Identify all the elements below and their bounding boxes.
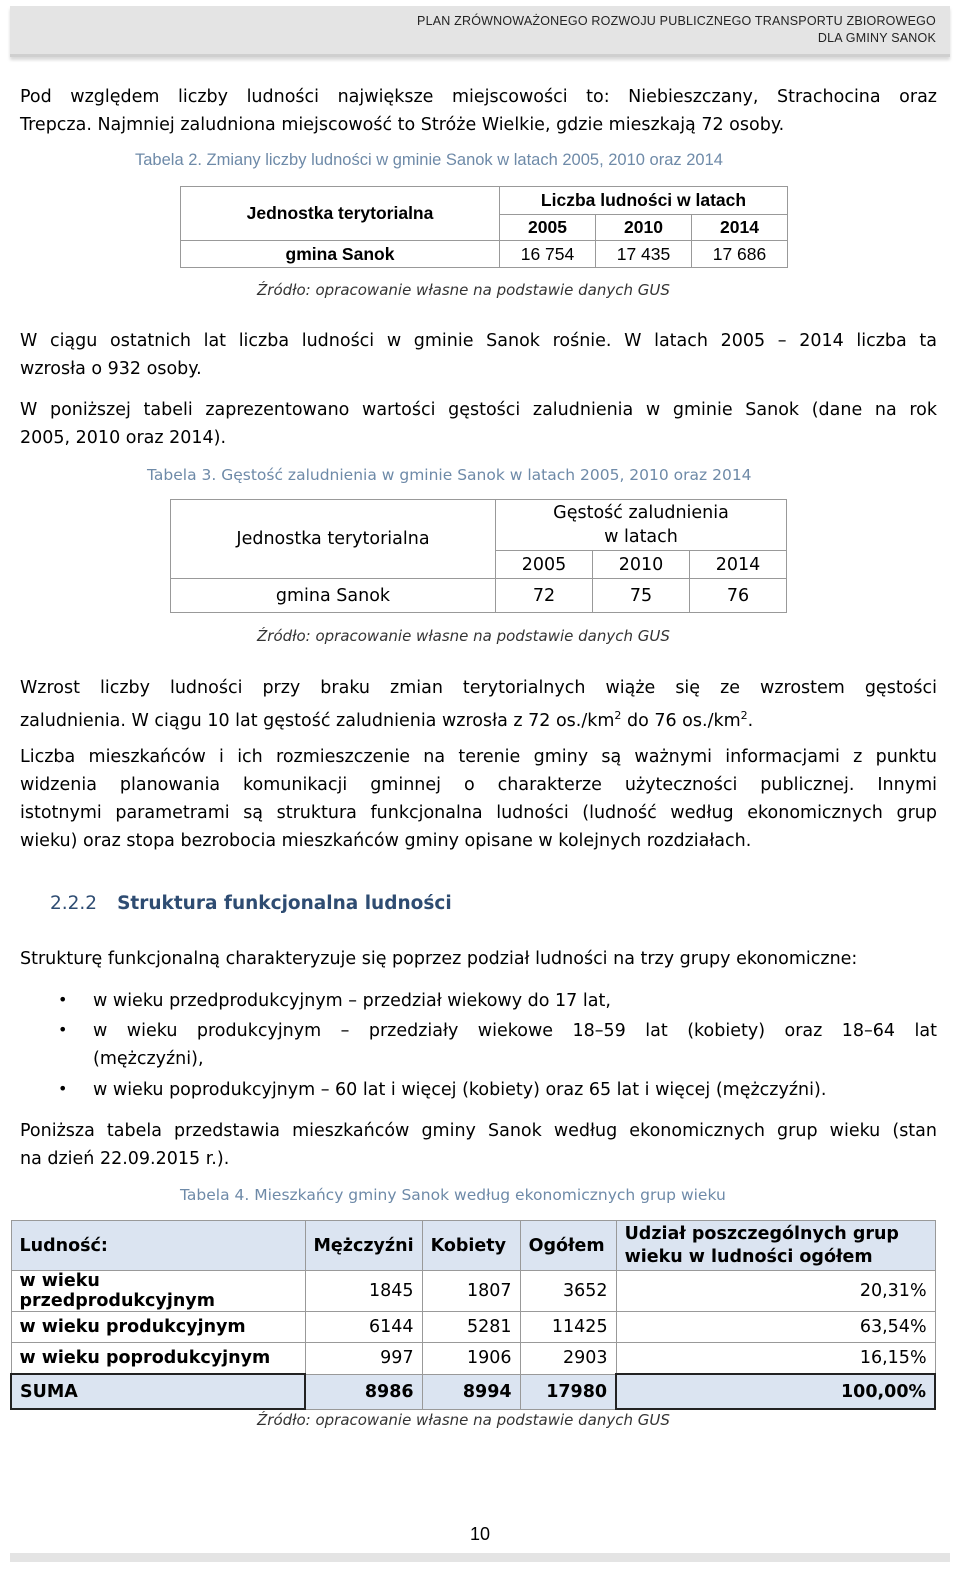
- paragraph-largest-localities: [20, 83, 937, 139]
- table2-header-group: Liczba ludności w latach: [500, 187, 788, 215]
- table3-caption: Tabela 3. Gęstość zaludnienia w gminie Sanok w latach 2005, 2010 oraz 2014: [147, 466, 752, 484]
- table4-sum-cell: 100,00%: [616, 1374, 935, 1409]
- table4-header: Mężczyźni: [305, 1221, 422, 1271]
- paragraph-line: W ciągu ostatnich lat liczba ludności w gminie Sanok rośnie. W latach 2005 – 2014 liczba ta: [20, 331, 937, 351]
- table3-value: 72: [496, 579, 593, 613]
- table-row: [11, 1312, 935, 1343]
- paragraph-line: na dzień 22.09.2015 r.).: [20, 1149, 230, 1169]
- paragraph-line: wzrosła o 932 osoby.: [20, 359, 202, 379]
- table4-cell: 16,15%: [616, 1343, 935, 1375]
- document-title-line2: DLA GMINY SANOK: [817, 31, 936, 45]
- age-groups-table: [10, 1220, 936, 1410]
- table4-cell: 997: [305, 1343, 422, 1375]
- document-title-line1: PLAN ZRÓWNOWAŻONEGO ROZWOJU PUBLICZNEGO TRANSPORTU ZBIOROWEGO: [417, 14, 936, 28]
- table2-caption: Tabela 2. Zmiany liczby ludności w gminie Sanok w latach 2005, 2010 oraz 2014: [135, 151, 723, 169]
- table4-cell: 1906: [422, 1343, 520, 1375]
- table4-cell: 2903: [520, 1343, 616, 1375]
- table4-header: Ogółem: [520, 1221, 616, 1271]
- paragraph-density-growth: [20, 674, 937, 735]
- table4-caption: Tabela 4. Mieszkańcy gminy Sanok według ekonomicznych grup wieku: [180, 1186, 726, 1204]
- table2-source: Źródło: opracowanie własne na podstawie danych GUS: [257, 281, 670, 299]
- table-row: [11, 1271, 935, 1312]
- paragraph-table4-intro: [20, 1117, 937, 1173]
- section-title: Struktura funkcjonalna ludności: [117, 893, 452, 914]
- table4-cell: 20,31%: [616, 1271, 935, 1312]
- population-table: [180, 186, 788, 268]
- paragraph-line: [20, 702, 937, 735]
- table4-row-label: w wieku poprodukcyjnym: [11, 1343, 305, 1375]
- table4-sum-cell: 8994: [422, 1374, 520, 1409]
- table3-header-unit: Jednostka terytorialna: [171, 500, 496, 579]
- text-segment: do 76 os./km: [621, 710, 741, 731]
- table3-header-line: Gęstość zaludnienia: [553, 503, 729, 523]
- paragraph-line: 2005, 2010 oraz 2014).: [20, 428, 227, 448]
- paragraph-functional-structure: [20, 945, 937, 973]
- table2-value: 16 754: [500, 241, 596, 268]
- table4-cell: 11425: [520, 1312, 616, 1343]
- table4-row-label: w wieku przedprodukcyjnym: [11, 1271, 305, 1312]
- list-item-line: w wieku produkcyjnym – przedziały wiekowe 18–59 lat (kobiety) oraz 18–64 lat: [93, 1021, 937, 1041]
- list-item: [93, 1017, 937, 1073]
- table4-source: Źródło: opracowanie własne na podstawie danych GUS: [257, 1411, 670, 1429]
- table2-row-label: gmina Sanok: [181, 241, 500, 268]
- page-number: 10: [469, 1524, 491, 1544]
- table3-row-label: gmina Sanok: [171, 579, 496, 613]
- table4-header: Kobiety: [422, 1221, 520, 1271]
- table4-header-line: Udział poszczególnych grup: [624, 1223, 899, 1244]
- table4-header: [616, 1221, 935, 1271]
- table2-year: 2005: [500, 215, 596, 241]
- paragraph-line: Trepcza. Najmniej zaludniona miejscowość to Stróże Wielkie, gdzie mieszkają 72 osoby.: [20, 115, 785, 135]
- bullet-icon: •: [58, 1020, 68, 1039]
- table2-value: 17 686: [692, 241, 788, 268]
- table4-cell: 6144: [305, 1312, 422, 1343]
- table3-header-group: [496, 500, 787, 551]
- paragraph-line: Strukturę funkcjonalną charakteryzuje się poprzez podział ludności na trzy grupy ekonomiczne:: [20, 949, 858, 969]
- table4-cell: 1807: [422, 1271, 520, 1312]
- paragraph-density-intro: [20, 396, 937, 452]
- text-segment: zaludnienia. W ciągu 10 lat gęstość zaludnienia wzrosła z 72 os./km: [20, 710, 615, 731]
- list-item: w wieku poprodukcyjnym – 60 lat i więcej (kobiety) oraz 65 lat i więcej (mężczyźni).: [93, 1080, 827, 1100]
- table4-cell: 63,54%: [616, 1312, 935, 1343]
- table3-source: Źródło: opracowanie własne na podstawie danych GUS: [257, 627, 670, 645]
- table4-cell: 3652: [520, 1271, 616, 1312]
- table2-year: 2010: [596, 215, 692, 241]
- table2-year: 2014: [692, 215, 788, 241]
- table3-header-line: w latach: [604, 527, 678, 547]
- paragraph-line: istotnymi parametrami są struktura funkcjonalna ludności (ludność według ekonomicznych grup: [20, 803, 937, 823]
- paragraph-line: Pod względem liczby ludności największe miejscowości to: Niebieszczany, Strachocina oraz: [20, 87, 937, 107]
- table3-value: 75: [593, 579, 690, 613]
- paragraph-line: W poniższej tabeli zaprezentowano wartości gęstości zaludnienia w gminie Sanok (dane na rok: [20, 400, 937, 420]
- paragraph-line: wieku) oraz stopa bezrobocia mieszkańców gminy opisane w kolejnych rozdziałach.: [20, 831, 752, 851]
- text-segment: .: [747, 710, 754, 731]
- paragraph-line: widzenia planowania komunikacji gminnej o charakterze użyteczności publicznej. Innymi: [20, 775, 937, 795]
- paragraph-line: Wzrost liczby ludności przy braku zmian terytorialnych wiąże się ze wzrostem gęstości: [20, 678, 937, 698]
- table4-row-label: w wieku produkcyjnym: [11, 1312, 305, 1343]
- table4-header: Ludność:: [11, 1221, 305, 1271]
- table-row: [11, 1343, 935, 1375]
- bullet-icon: •: [58, 990, 68, 1009]
- table3-year: 2010: [593, 551, 690, 579]
- section-heading: [50, 893, 452, 914]
- table2-header-unit: Jednostka terytorialna: [181, 187, 500, 241]
- bullet-icon: •: [58, 1079, 68, 1098]
- table3-year: 2005: [496, 551, 593, 579]
- table4-sum-label: SUMA: [11, 1374, 305, 1409]
- paragraph-line: Poniższa tabela przedstawia mieszkańców gminy Sanok według ekonomicznych grup wieku (stan: [20, 1121, 937, 1141]
- density-table: [170, 499, 787, 613]
- table-row-sum: [11, 1374, 935, 1409]
- document-title: [417, 13, 936, 47]
- paragraph-population-growth: [20, 327, 937, 383]
- table2-value: 17 435: [596, 241, 692, 268]
- table4-sum-cell: 8986: [305, 1374, 422, 1409]
- table4-cell: 1845: [305, 1271, 422, 1312]
- table3-value: 76: [690, 579, 787, 613]
- superscript: 2: [740, 709, 748, 722]
- table3-year: 2014: [690, 551, 787, 579]
- table4-sum-cell: 17980: [520, 1374, 616, 1409]
- paragraph-line: Liczba mieszkańców i ich rozmieszczenie na terenie gminy są ważnymi informacjami z punktu: [20, 747, 937, 767]
- superscript: 2: [614, 709, 622, 722]
- list-item: w wieku przedprodukcyjnym – przedział wiekowy do 17 lat,: [93, 991, 611, 1011]
- table4-cell: 5281: [422, 1312, 520, 1343]
- table4-header-line: wieku w ludności ogółem: [624, 1246, 873, 1267]
- paragraph-parameters: [20, 743, 937, 855]
- list-item-line: (mężczyźni),: [93, 1049, 204, 1069]
- page-footer-bar: [10, 1553, 950, 1562]
- section-number: 2.2.2: [50, 893, 98, 914]
